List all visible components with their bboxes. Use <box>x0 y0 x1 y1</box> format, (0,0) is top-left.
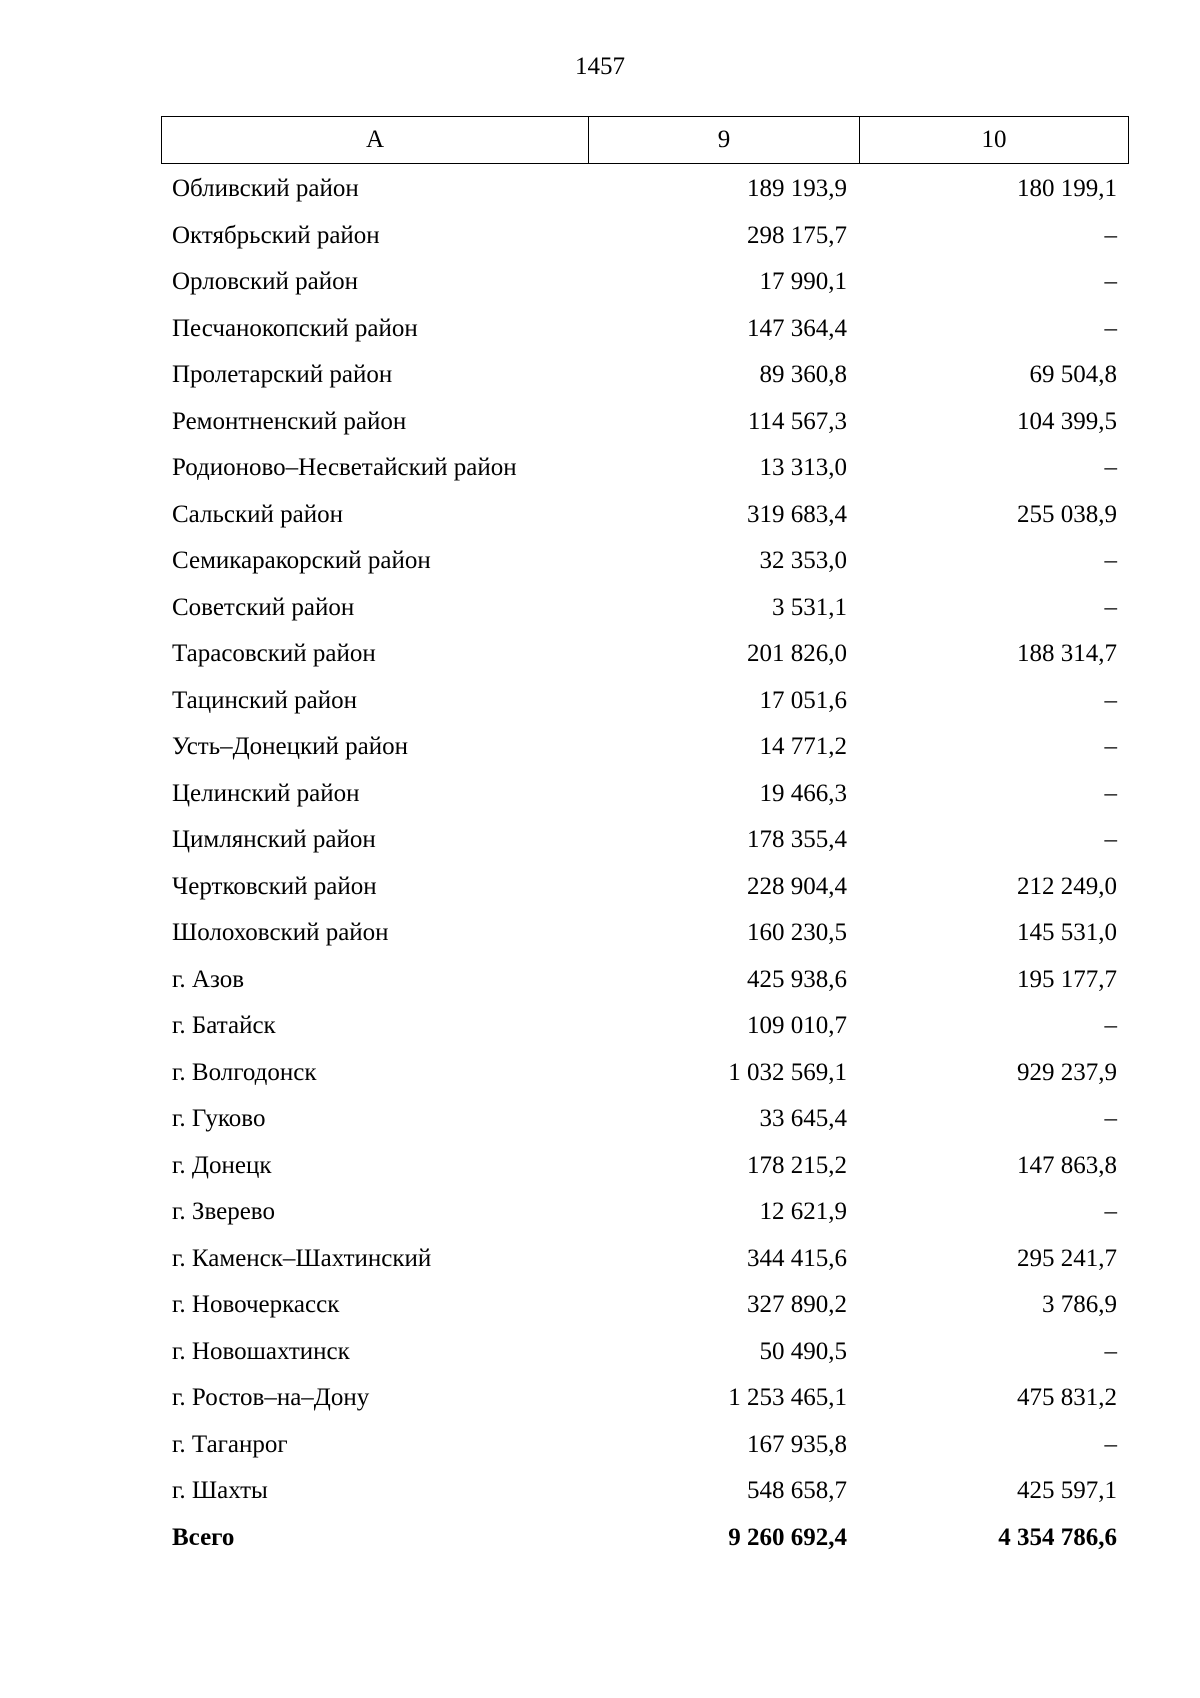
table-row-total <box>161 1515 1129 1562</box>
row-value-10: – <box>1104 1430 1117 1458</box>
row-name: Целинский район <box>172 779 360 807</box>
table-row <box>161 1096 1129 1143</box>
total-value-9: 9 260 692,4 <box>728 1523 847 1551</box>
row-value-9: 13 313,0 <box>759 454 847 482</box>
row-value-10: 212 249,0 <box>1017 872 1117 900</box>
row-value-10: – <box>1104 826 1117 854</box>
row-value-9: 1 032 569,1 <box>728 1058 847 1086</box>
table-row <box>161 399 1129 446</box>
row-value-10: 180 199,1 <box>1017 175 1117 203</box>
row-name: Ремонтненский район <box>172 407 407 435</box>
row-value-10: 195 177,7 <box>1017 965 1117 993</box>
row-value-9: 1 253 465,1 <box>728 1384 847 1412</box>
table-row <box>161 1143 1129 1190</box>
table-row <box>161 445 1129 492</box>
table-row <box>161 1236 1129 1283</box>
row-value-10: 69 504,8 <box>1029 361 1117 389</box>
row-value-10: – <box>1104 547 1117 575</box>
row-value-9: 114 567,3 <box>747 407 847 435</box>
row-value-10: 104 399,5 <box>1017 407 1117 435</box>
table-row <box>161 1422 1129 1469</box>
table-row <box>161 724 1129 771</box>
header-cell-10: 10 <box>981 126 1007 153</box>
row-name: Шолоховский район <box>172 919 389 947</box>
row-name: Пролетарский район <box>172 361 393 389</box>
row-name: Цимлянский район <box>172 826 376 854</box>
table-row <box>161 1329 1129 1376</box>
row-name: г. Азов <box>172 965 245 993</box>
row-value-10: 929 237,9 <box>1017 1058 1117 1086</box>
total-value-10: 4 354 786,6 <box>998 1523 1117 1551</box>
row-name: г. Шахты <box>172 1477 268 1505</box>
row-value-9: 201 826,0 <box>747 640 847 668</box>
table-row <box>161 910 1129 957</box>
row-value-10: – <box>1104 221 1117 249</box>
row-value-10: 295 241,7 <box>1017 1244 1117 1272</box>
table-row <box>161 631 1129 678</box>
row-value-10: 255 038,9 <box>1017 500 1117 528</box>
row-value-10: – <box>1104 779 1117 807</box>
table-row <box>161 1468 1129 1515</box>
row-value-9: 17 990,1 <box>759 268 847 296</box>
row-name: Песчанокопский район <box>172 314 418 342</box>
table-row <box>161 259 1129 306</box>
row-name: Усть–Донецкий район <box>172 733 409 761</box>
row-value-9: 228 904,4 <box>747 872 847 900</box>
table-row <box>161 585 1129 632</box>
table-header <box>161 116 1129 164</box>
row-value-10: – <box>1104 686 1117 714</box>
row-name: Родионово–Несветайский район <box>172 454 517 482</box>
row-value-9: 189 193,9 <box>747 175 847 203</box>
row-value-9: 17 051,6 <box>759 686 847 714</box>
row-value-10: – <box>1104 268 1117 296</box>
row-value-9: 167 935,8 <box>747 1430 847 1458</box>
row-name: Орловский район <box>172 268 358 296</box>
row-name: Советский район <box>172 593 355 621</box>
row-value-9: 160 230,5 <box>747 919 847 947</box>
row-value-10: – <box>1104 1012 1117 1040</box>
row-name: Тацинский район <box>172 686 357 714</box>
row-value-9: 50 490,5 <box>759 1337 847 1365</box>
table-row <box>161 771 1129 818</box>
header-cell-a: А <box>162 117 589 163</box>
row-value-9: 32 353,0 <box>759 547 847 575</box>
row-value-9: 33 645,4 <box>759 1105 847 1133</box>
table-row <box>161 492 1129 539</box>
row-name: г. Каменск–Шахтинский <box>172 1244 432 1272</box>
row-name: г. Донецк <box>172 1151 272 1179</box>
table-row <box>161 1003 1129 1050</box>
total-label: Всего <box>172 1523 235 1551</box>
table-row <box>161 957 1129 1004</box>
row-name: г. Батайск <box>172 1012 276 1040</box>
row-value-10: – <box>1104 1198 1117 1226</box>
table-row <box>161 213 1129 260</box>
table-row <box>161 817 1129 864</box>
row-value-9: 12 621,9 <box>759 1198 847 1226</box>
page-number: 1457 <box>575 53 625 80</box>
row-name: Обливский район <box>172 175 359 203</box>
table-row <box>161 864 1129 911</box>
row-value-9: 327 890,2 <box>747 1291 847 1319</box>
row-value-9: 89 360,8 <box>759 361 847 389</box>
row-name: г. Таганрог <box>172 1430 288 1458</box>
row-name: г. Гуково <box>172 1105 266 1133</box>
row-value-10: 188 314,7 <box>1017 640 1117 668</box>
row-value-9: 147 364,4 <box>747 314 847 342</box>
row-value-10: 425 597,1 <box>1017 1477 1117 1505</box>
row-value-9: 344 415,6 <box>747 1244 847 1272</box>
row-value-9: 14 771,2 <box>759 733 847 761</box>
row-name: г. Волгодонск <box>172 1058 317 1086</box>
row-name: Сальский район <box>172 500 343 528</box>
row-value-10: 147 863,8 <box>1017 1151 1117 1179</box>
row-value-9: 178 215,2 <box>747 1151 847 1179</box>
row-value-9: 3 531,1 <box>772 593 847 621</box>
header-cell-9: 9 <box>589 117 860 163</box>
table-row <box>161 352 1129 399</box>
row-name: Тарасовский район <box>172 640 376 668</box>
row-name: г. Новошахтинск <box>172 1337 350 1365</box>
row-value-10: – <box>1104 1105 1117 1133</box>
table-body <box>161 166 1129 1561</box>
row-name: г. Новочеркасск <box>172 1291 340 1319</box>
row-value-10: – <box>1104 593 1117 621</box>
row-name: г. Ростов–на–Дону <box>172 1384 370 1412</box>
table-row <box>161 1189 1129 1236</box>
table-row <box>161 538 1129 585</box>
table-row <box>161 1375 1129 1422</box>
row-value-10: – <box>1104 454 1117 482</box>
row-value-9: 425 938,6 <box>747 965 847 993</box>
row-value-10: 145 531,0 <box>1017 919 1117 947</box>
row-name: Чертковский район <box>172 872 377 900</box>
row-value-9: 19 466,3 <box>759 779 847 807</box>
row-value-10: – <box>1104 314 1117 342</box>
row-name: Семикаракорский район <box>172 547 431 575</box>
row-value-10: 475 831,2 <box>1017 1384 1117 1412</box>
table-row <box>161 166 1129 213</box>
row-value-10: 3 786,9 <box>1042 1291 1117 1319</box>
row-value-9: 298 175,7 <box>747 221 847 249</box>
row-name: г. Зверево <box>172 1198 275 1226</box>
table-row <box>161 1282 1129 1329</box>
table-row <box>161 306 1129 353</box>
row-value-10: – <box>1104 1337 1117 1365</box>
row-value-9: 178 355,4 <box>747 826 847 854</box>
row-value-9: 548 658,7 <box>747 1477 847 1505</box>
table-row <box>161 678 1129 725</box>
row-name: Октябрьский район <box>172 221 380 249</box>
row-value-10: – <box>1104 733 1117 761</box>
row-value-9: 319 683,4 <box>747 500 847 528</box>
table-row <box>161 1050 1129 1097</box>
row-value-9: 109 010,7 <box>747 1012 847 1040</box>
